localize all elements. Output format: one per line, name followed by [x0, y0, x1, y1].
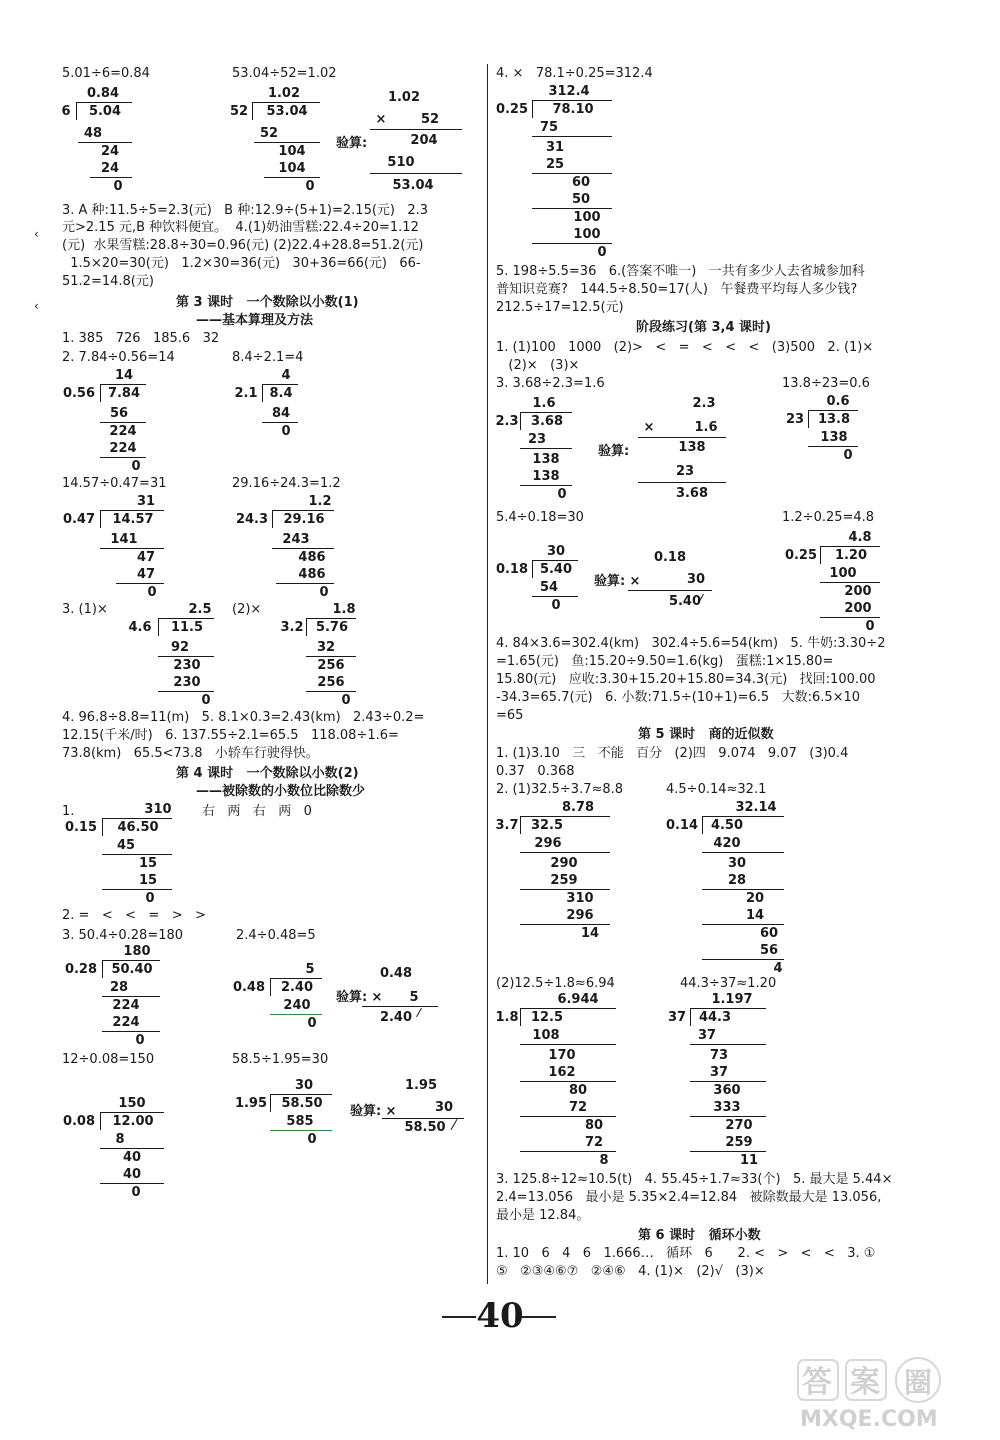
stage-q5-line-2: 15.80(元) 应收:3.30+15.20+15.80=34.3(元) 找回:100.00: [496, 672, 876, 687]
q5-line-2: 212.5÷17=12.5(元): [496, 300, 624, 315]
s3-q3b: (2)×: [232, 602, 262, 617]
page-number: 40: [476, 1296, 524, 1336]
s6-q1-line-1: ⑤ ②③④⑥⑦ ②④⑥ 4. (1)× (2)√ (3)×: [496, 1264, 765, 1279]
s3-q2a: 2. 7.84÷0.56=14: [62, 350, 175, 365]
s4-q2: 2. = < < = > >: [62, 908, 206, 923]
s3-q3a: 3. (1)×: [62, 602, 108, 617]
s3-q2b: 8.4÷2.1=4: [232, 350, 304, 365]
s5-q1-line-1: 0.37 0.368: [496, 764, 575, 779]
s5-q1-line-0: 1. (1)3.10 三 不能 百分 (2)四 9.074 9.07 (3)0.4: [496, 746, 849, 761]
q5-line-0: 5. 198÷5.5=36 6.(答案不唯一) 一共有多少人去省城参加科: [496, 264, 865, 279]
section-3-subtitle: ——基本算理及方法: [196, 313, 314, 328]
margin-mark-1: ‹: [34, 227, 39, 241]
stage-q4b: 1.2÷0.25=4.8: [782, 510, 875, 525]
stage-q4a: 5.4÷0.18=30: [496, 510, 584, 525]
watermark-logo: [790, 1356, 990, 1430]
s5-q2b: 4.5÷0.14≈32.1: [666, 782, 767, 797]
s3-q4-line-1: 12.15(千米/时) 6. 137.55÷2.1=65.5 118.08÷1.6=: [62, 728, 399, 743]
section-5-title: 第 5 课时 商的近似数: [638, 727, 774, 742]
q5-line-1: 普知识竞赛? 144.5÷8.50=17(人) 午餐费平均每人多少钱?: [496, 282, 858, 297]
s4-q4b: 58.5÷1.95=30: [232, 1052, 329, 1067]
s6-q1-line-0: 1. 10 6 4 6 1.666… 循环 6 2. < > < < 3. ①: [496, 1246, 876, 1261]
stage-practice-title: 阶段练习(第 3,4 课时): [636, 320, 771, 335]
s4-q1-label: 1.: [62, 804, 75, 819]
s5-q3-line-1: 2.4=13.056 最小是 5.35×2.4=12.84 被除数最大是 13.056,: [496, 1190, 882, 1205]
s3-q4-line-2: 73.8(km) 65.5<73.8 小轿车行驶得快。: [62, 746, 319, 761]
left-line-1a: 5.01÷6=0.84: [62, 66, 150, 81]
s5-q3-line-2: 最小是 12.84。: [496, 1208, 590, 1223]
s3-q2c: 14.57÷0.47=31: [62, 476, 167, 491]
section-6-title: 第 6 课时 循环小数: [638, 1228, 761, 1243]
q3-line-1: 元>2.15 元,B 种饮料便宜。 4.(1)奶油雪糕:22.4÷20=1.12: [62, 220, 419, 235]
stage-q5-line-0: 4. 84×3.6=302.4(km) 302.4÷5.6=54(km) 5. 牛奶:3.30÷2: [496, 636, 886, 651]
right-line-4: 4. × 78.1÷0.25=312.4: [496, 66, 653, 81]
column-divider: [487, 64, 488, 1284]
margin-mark-2: ‹: [34, 299, 39, 313]
q3-line-4: 51.2=14.8(元): [62, 274, 154, 289]
section-4-title: 第 4 课时 一个数除以小数(2): [176, 766, 359, 781]
stage-q1-line-1: (2)× (3)×: [496, 358, 580, 373]
s3-q1: 1. 385 726 185.6 32: [62, 331, 220, 346]
stage-q3b: 13.8÷23=0.6: [782, 376, 870, 391]
s4-q4a: 12÷0.08=150: [62, 1052, 155, 1067]
section-4-subtitle: ——被除数的小数位比除数少: [196, 784, 366, 799]
s4-q3a: 3. 50.4÷0.28=180: [62, 928, 184, 943]
s5-q2d: 44.3÷37≈1.20: [680, 976, 777, 991]
stage-q5-line-3: -34.3=65.7(元) 6. 小数:71.5÷(10+1)=6.5 大数:6.5×10: [496, 690, 861, 705]
svg-text:案: 案: [850, 1365, 880, 1400]
s3-q4-line-0: 4. 96.8÷8.8=11(m) 5. 8.1×0.3=2.43(km) 2.43÷0.2=: [62, 710, 425, 725]
s5-q3-line-0: 3. 125.8÷12≈10.5(t) 4. 55.45÷1.7≈33(个) 5. 最大是 5.44×: [496, 1172, 893, 1187]
stage-q5-line-1: =1.65(元) 鱼:15.20÷9.50=1.6(kg) 蛋糕:1×15.80=: [496, 654, 834, 669]
s3-q2d: 29.16÷24.3=1.2: [232, 476, 341, 491]
section-3-title: 第 3 课时 一个数除以小数(1): [176, 295, 359, 310]
stage-q3a: 3. 3.68÷2.3=1.6: [496, 376, 605, 391]
s5-q2c: (2)12.5÷1.8≈6.94: [496, 976, 615, 991]
q3-line-3: 1.5×20=30(元) 1.2×30=36(元) 30+36=66(元) 66-: [62, 256, 421, 271]
svg-text:答: 答: [802, 1365, 832, 1400]
s4-q1-text: 右 两 右 两 0: [202, 804, 312, 819]
left-line-1b: 53.04÷52=1.02: [232, 66, 337, 81]
svg-text:圈: 圈: [904, 1366, 933, 1399]
s5-q2a: 2. (1)32.5÷3.7≈8.8: [496, 782, 624, 797]
page-number-dash-right: [522, 1316, 556, 1318]
stage-q1-line-0: 1. (1)100 1000 (2)> < = < < < (3)500 2. (1)×: [496, 340, 874, 355]
stage-q5-line-4: =65: [496, 708, 524, 723]
q3-line-2: (元) 水果雪糕:28.8÷30=0.96(元) (2)22.4+28.8=51.2(元): [62, 238, 424, 253]
s4-q3b: 2.4÷0.48=5: [236, 928, 316, 943]
svg-text:MXQE.COM: MXQE.COM: [800, 1407, 938, 1430]
q3-line-0: 3. A 种:11.5÷5=2.3(元) B 种:12.9÷(5+1)=2.15(元) 2.3: [62, 203, 429, 218]
